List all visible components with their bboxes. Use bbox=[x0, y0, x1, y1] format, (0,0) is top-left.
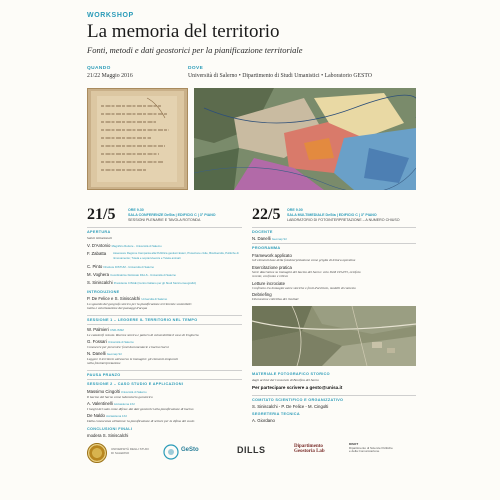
talk-title: Le catastrofi remote. Ricerca storica e pattern di vulnerabilità il caso di Ungheria bbox=[87, 333, 199, 337]
segreteria-heading: SEGRETERIA TECNICA bbox=[252, 412, 300, 416]
day2-date: 22/5 bbox=[252, 206, 281, 223]
moderator: modera S. Siniscalchi bbox=[87, 433, 129, 438]
disot-logo: DISOT Dipartimento di Scienze Politiche e della Comunicazione bbox=[349, 442, 393, 454]
speaker-item: C. Pinto Direttore DISTUM - Università di Salerno bbox=[87, 264, 155, 269]
materiale-heading: MATERIALE FOTOGRAFICO STORICO bbox=[252, 372, 330, 376]
sessione2-heading: SESSIONE 2 – CASO STUDIO E APPLICAZIONI bbox=[87, 382, 184, 386]
divider bbox=[252, 243, 416, 244]
participation-contact: Per partecipare scrivere a gesto@unisa.it bbox=[252, 385, 343, 390]
university-logo-text: UNIVERSITÀ DEGLI STUDI DI SALERNO bbox=[111, 447, 149, 455]
divider bbox=[87, 370, 242, 371]
talk-title: Lo sguardo del geografo storico per la pianificazione territoriale sostenibile: tutela e valorizzazione dei paesaggi d'acqua bbox=[87, 302, 193, 311]
speaker-item: V. D'Antonio Magnifico Rettore - Università di Salerno bbox=[87, 243, 162, 248]
university-seal-logo bbox=[87, 443, 107, 463]
speaker-item: P. De Felice e S. Siniscalchi Università di Salerno bbox=[87, 296, 168, 301]
partner-logos bbox=[87, 440, 417, 468]
speaker-item: M. Voghera Coordinatrice Dottorato DILLS - Università di Salerno bbox=[87, 272, 176, 277]
day1-date: 21/5 bbox=[87, 206, 116, 223]
dills-logo: DILLS bbox=[237, 445, 266, 455]
historical-document-image bbox=[87, 88, 188, 190]
divider bbox=[252, 395, 416, 396]
speaker-item: G. Fossari Università di Salerno bbox=[87, 339, 134, 344]
speaker-item: W. Palmieri CNR-ISSM bbox=[87, 327, 124, 332]
materiale-desc: dagli archivi del Consorzio di Bonifica del Sarno bbox=[252, 378, 319, 382]
talk-title: Il bacino del Sarno come laboratorio geostorico bbox=[87, 395, 153, 399]
apertura-desc: Saluti istituzionali bbox=[87, 236, 112, 240]
docente-heading: DOCENTE bbox=[252, 230, 273, 234]
talk-title: Leggere il territorio attraverso le immagini: gli elementi temporali nella fotointerpretazione bbox=[87, 357, 178, 366]
speaker-item: De Naldo Acciaiolema 1X2 bbox=[87, 413, 127, 418]
program-item-desc: Discussione collettiva dei risultati bbox=[252, 297, 299, 301]
thematic-map-image bbox=[194, 88, 416, 190]
day2-session-info bbox=[287, 208, 400, 223]
geostoria-lab-logo: Dipartimento Geostoria Lab bbox=[294, 444, 325, 454]
when-label: QUANDO bbox=[87, 66, 111, 71]
speaker-item: A. Valentinelli Acciaiolema 1X2 bbox=[87, 401, 135, 406]
programma-heading: PROGRAMMA bbox=[252, 246, 281, 250]
pausa-heading: PAUSA PRANZO bbox=[87, 373, 121, 377]
program-item-title: Esercitazione pratica bbox=[252, 265, 292, 270]
aerial-photo-image bbox=[252, 306, 416, 366]
speaker-role: Assessore Regione Campania alla Pubblica gestioni Esteri, Protezione civile, Biodiversità, Politiche di rinnovamento; Tutela e sopravvivenza e Tutela animali bbox=[113, 251, 239, 260]
poster-title: La memoria del territorio bbox=[87, 21, 280, 42]
day1-venue: SALA CONFERENZE DeSta | EDIFICIO C | 3° PIANO bbox=[128, 213, 216, 217]
poster-subtitle: Fonti, metodi e dati geostorici per la pianificazione territoriale bbox=[87, 45, 303, 55]
speaker-item: F. Zabatta bbox=[87, 251, 107, 256]
divider bbox=[87, 227, 242, 228]
comitato-names: S. Siniscalchi - P. De Felice - M. Cingolti bbox=[252, 404, 329, 409]
divider bbox=[252, 227, 416, 228]
speaker-item: Massimo Cingolti Università di Salerno bbox=[87, 389, 147, 394]
program-item-title: Framework applicato bbox=[252, 253, 292, 258]
where-value: Università di Salerno • Dipartimento di Studi Umanistici • Laboratorio GESTO bbox=[188, 73, 372, 79]
day1-time: ORE 9.30 bbox=[128, 208, 144, 212]
day2-format: LABORATORIO DI FOTOINTERPRETAZIONE – A NUMERO CHIUSO bbox=[287, 218, 400, 222]
event-type-label: WORKSHOP bbox=[87, 12, 134, 19]
day2-venue: SALA MULTIMEDIALE DeSta | EDIFICIO C | 3° PIANO bbox=[287, 213, 377, 217]
day1-format: SESSIONI PLENARIE E TAVOLA ROTONDA bbox=[128, 218, 201, 222]
day1-session-info bbox=[128, 208, 216, 223]
introduzione-heading: INTRODUZIONE bbox=[87, 290, 120, 294]
talk-title: Dalla conoscenza all'azione: la pianificazione di settore per la difesa del suolo bbox=[87, 419, 195, 423]
speaker-item: S. Siniscalchi Presidente CISGE (Centro Italiano per gli Studi Storico-Geografici) bbox=[87, 280, 197, 285]
speaker-item: N. Danelli Geomap Srl bbox=[87, 351, 122, 356]
day2-time: ORE 9.00 bbox=[287, 208, 303, 212]
apertura-heading: APERTURA bbox=[87, 230, 111, 234]
when-value: 21/22 Maggio 2016 bbox=[87, 73, 133, 79]
conclusioni-heading: CONCLUSIONI FINALI bbox=[87, 427, 133, 431]
segreteria-name: A. Giordano bbox=[252, 418, 275, 423]
talk-title: Conoscere per prevenire: fonti documentarie e bacino Sarni bbox=[87, 345, 169, 349]
sessione1-heading: SESSIONE 1 – LEGGERE IL TERRITORIO NEL TEMPO bbox=[87, 318, 198, 322]
program-item-title: Debriefing bbox=[252, 292, 272, 297]
gesto-logo-text: GeSto bbox=[181, 447, 199, 453]
program-item-desc: Gli elementi base della fotointerpretazione come griglia di lettura operativa bbox=[252, 258, 356, 262]
docente-name: N. Danelli Geomap Srl bbox=[252, 236, 287, 241]
divider bbox=[87, 315, 242, 316]
program-item-desc: Serie diacronica su immagini del bacino del Sarno: volo IGM 1954/55, ortofoto recenti, confronto e rilievo bbox=[252, 270, 361, 279]
comitato-heading: COMITATO SCIENTIFICO E ORGANIZZATIVO bbox=[252, 398, 344, 402]
divider bbox=[87, 379, 242, 380]
where-label: DOVE bbox=[188, 66, 204, 71]
program-item-title: Letture incrociate bbox=[252, 281, 285, 286]
program-item-desc: Confronto tra immagini aeree storiche e fonti d'archivio, modelli di contesto bbox=[252, 286, 356, 290]
divider bbox=[87, 324, 242, 325]
talk-title: I luoghi del sudo come difesa: dai dati geostorici alla pianificazione di bacino bbox=[87, 407, 194, 411]
